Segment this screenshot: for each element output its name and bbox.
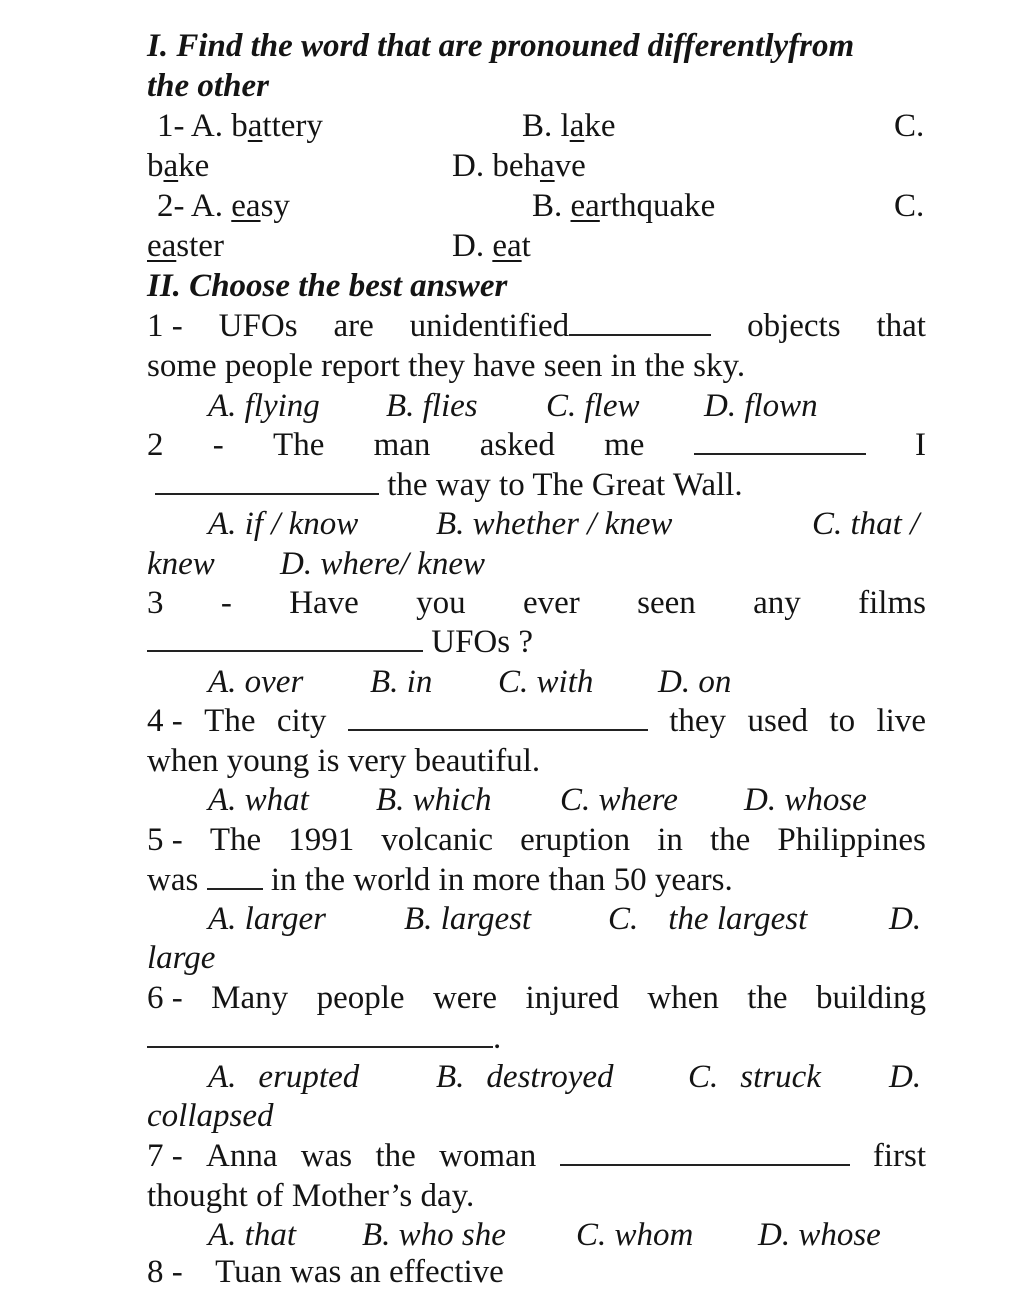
s1-q2-option-d: D. eat [452, 228, 531, 264]
section-1-title-cont: the other [147, 68, 269, 104]
s2-q1-line1: 1 - UFOs are unidentified objects that [147, 308, 926, 344]
s1-q2-option-a: 2- A. easy [157, 188, 290, 224]
s2-q6-option-d[interactable]: D. [889, 1059, 922, 1095]
s2-q4-option-c[interactable]: C. where [560, 782, 678, 818]
s2-q4-option-b[interactable]: B. which [376, 782, 492, 818]
s1-q1-option-b: B. lake [522, 108, 616, 144]
s2-q6-option-b[interactable]: B. destroyed [436, 1059, 614, 1095]
s2-q6-line2: . [147, 1018, 501, 1058]
s2-q7-option-d[interactable]: D. whose [758, 1217, 881, 1253]
s2-q7-blank[interactable] [560, 1136, 850, 1166]
s2-q6-option-c[interactable]: C. struck [688, 1059, 821, 1095]
s2-q3-option-d[interactable]: D. on [658, 664, 732, 700]
s2-q4-line2: when young is very beautiful. [147, 743, 541, 779]
s1-q2-option-c-label: C. [894, 188, 925, 224]
s2-q1-option-a[interactable]: A. flying [208, 388, 320, 424]
s2-q2-option-d[interactable]: D. where/ knew [280, 546, 485, 582]
s2-q3-line2: UFOs ? [147, 622, 533, 662]
s1-q1-option-c-label: C. [894, 108, 925, 144]
s2-q1-blank[interactable] [569, 306, 711, 336]
s2-q4-blank[interactable] [348, 701, 648, 731]
s2-q5-option-c[interactable]: C. the largest [608, 901, 808, 937]
s2-q5-line1: 5 - The 1991 volcanic eruption in the Philippines [147, 822, 926, 858]
section-1-title: I. Find the word that are pronouned differentlyfrom [147, 28, 855, 64]
s2-q3-line1: 3 - Have you ever seen any films [147, 585, 926, 621]
s2-q4-line1: 4 - The city they used to live [147, 703, 926, 739]
s2-q3-option-c[interactable]: C. with [498, 664, 594, 700]
s2-q2-option-b[interactable]: B. whether / knew [436, 506, 673, 542]
s2-q7-line1: 7 - Anna was the woman first [147, 1138, 926, 1174]
s2-q1-option-c[interactable]: C. flew [546, 388, 640, 424]
s2-q3-option-b[interactable]: B. in [370, 664, 433, 700]
s2-q1-option-b[interactable]: B. flies [386, 388, 478, 424]
s2-q6-option-d-cont: collapsed [147, 1098, 274, 1134]
s2-q2-line2: the way to The Great Wall. [155, 465, 743, 505]
s2-q2-blank-2[interactable] [155, 465, 379, 495]
section-2-title: II. Choose the best answer [147, 268, 508, 304]
s2-q6-blank[interactable] [147, 1018, 493, 1048]
s2-q6-option-a[interactable]: A. erupted [208, 1059, 360, 1095]
s2-q5-blank[interactable] [207, 860, 263, 890]
s2-q2-blank-1[interactable] [694, 425, 866, 455]
s2-q6-line1: 6 - Many people were injured when the building [147, 980, 926, 1016]
s2-q5-option-d[interactable]: D. [889, 901, 922, 937]
s2-q2-option-a[interactable]: A. if / know [208, 506, 359, 542]
s2-q1-option-d[interactable]: D. flown [704, 388, 818, 424]
s2-q4-option-d[interactable]: D. whose [744, 782, 867, 818]
s2-q5-option-b[interactable]: B. largest [404, 901, 532, 937]
s2-q5-line2: was in the world in more than 50 years. [147, 862, 733, 898]
s2-q3-option-a[interactable]: A. over [208, 664, 304, 700]
s2-q7-option-c[interactable]: C. whom [576, 1217, 694, 1253]
s2-q4-option-a[interactable]: A. what [208, 782, 309, 818]
s2-q3-blank[interactable] [147, 622, 423, 652]
s1-q1-option-a: 1- A. battery [157, 108, 323, 144]
s2-q2-option-c[interactable]: C. that / [812, 506, 920, 542]
s1-q2-option-c-word: easter [147, 228, 224, 264]
s2-q8-partial-line: 8 - Tuan was an effective [147, 1254, 504, 1290]
s2-q7-line2: thought of Mother’s day. [147, 1178, 475, 1214]
s2-q7-option-a[interactable]: A. that [208, 1217, 296, 1253]
s2-q1-line2: some people report they have seen in the sky. [147, 348, 746, 384]
s2-q5-option-d-cont: large [147, 940, 216, 976]
s2-q2-line1: 2 - The man asked me I [147, 427, 926, 463]
s2-q5-option-a[interactable]: A. larger [208, 901, 326, 937]
s2-q7-option-b[interactable]: B. who she [362, 1217, 506, 1253]
s1-q2-option-b: B. earthquake [532, 188, 716, 224]
s1-q1-option-d: D. behave [452, 148, 586, 184]
s2-q2-option-c-cont: knew [147, 546, 215, 582]
s1-q1-option-c-word: bake [147, 148, 210, 184]
